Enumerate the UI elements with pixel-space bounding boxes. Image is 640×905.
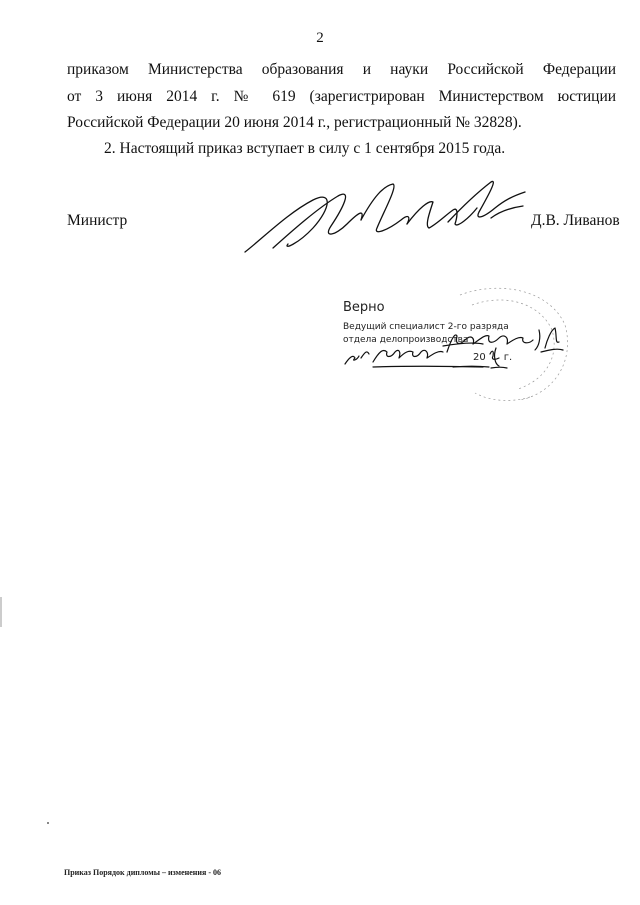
scan-edge-mark	[0, 597, 2, 627]
word: юстиции	[557, 88, 617, 105]
word: №	[233, 88, 259, 105]
word: 619	[272, 88, 296, 105]
body-line-1	[67, 56, 616, 83]
word: Российской	[447, 61, 524, 78]
word: от	[67, 88, 82, 105]
body-line-3: Российской Федерации 20 июня 2014 г., регистрационный № 32828).	[67, 114, 522, 131]
word: Министерством	[438, 88, 544, 105]
footer-doc-ref: Приказ Порядок дипломы – изменения - 06	[64, 868, 222, 877]
scan-speck	[47, 822, 49, 824]
minister-signature-image	[243, 178, 528, 258]
word: 3	[95, 88, 104, 105]
paragraph-2: 2. Настоящий приказ вступает в силу с 1 сентября 2015 года.	[104, 140, 506, 157]
stamp-title: Верно	[343, 300, 385, 315]
body-line-2	[67, 83, 616, 110]
word: приказом	[67, 61, 129, 78]
word: Министерства	[147, 61, 243, 78]
signatory-position: Министр	[67, 212, 128, 229]
stamp-handwriting-image	[343, 300, 573, 380]
word: и	[362, 61, 371, 78]
signatory-name: Д.В. Ливанов	[531, 212, 620, 229]
stamp-year-suffix: г.	[503, 352, 513, 363]
word: июня	[116, 88, 153, 105]
stamp-department: отдела делопроизводства	[343, 335, 469, 345]
word: (зарегистрирован	[309, 88, 425, 105]
word: науки	[390, 61, 429, 78]
stamp-position: Ведущий специалист 2-го разряда	[343, 322, 509, 332]
word: образования	[261, 61, 344, 78]
stamp-year-prefix: 20	[473, 352, 486, 363]
word: Федерации	[542, 61, 617, 78]
word: г.	[211, 88, 220, 105]
page-number: 2	[316, 30, 324, 46]
word: 2014	[166, 88, 198, 105]
